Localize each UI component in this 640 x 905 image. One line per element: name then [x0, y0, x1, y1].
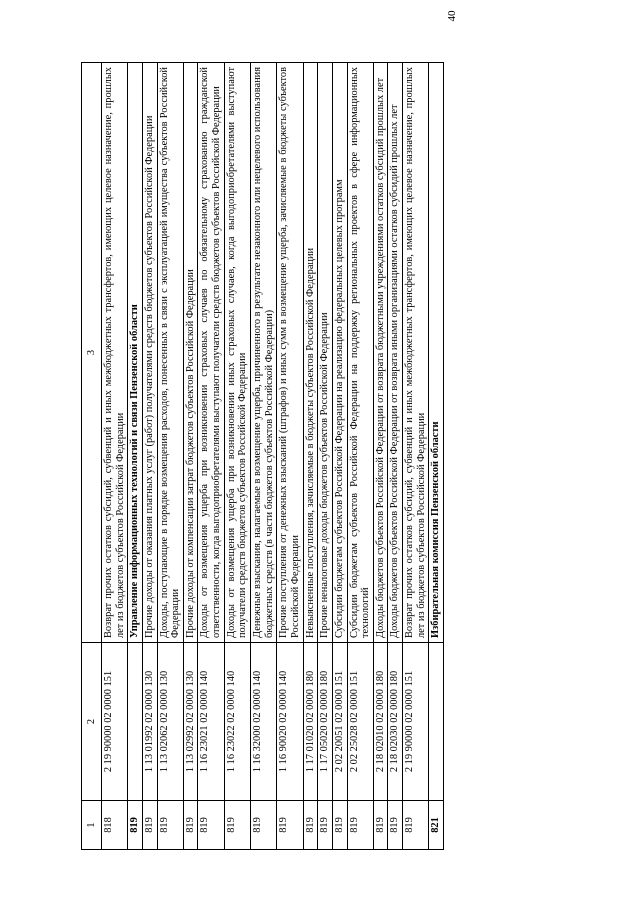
admin-code-cell: 819	[388, 801, 403, 850]
table-row	[224, 63, 250, 850]
admin-code-cell: 819	[157, 801, 183, 850]
admin-code-cell: 819	[198, 801, 224, 850]
admin-code-cell: 819	[403, 801, 429, 850]
budget-code-cell: 2 19 90000 02 0000 151	[102, 643, 128, 801]
table-row	[128, 63, 143, 850]
admin-code-cell: 819	[318, 801, 333, 850]
description-cell: Невыясненные поступления, зачисляемые в бюджеты субъектов Российской Федерации	[303, 63, 318, 643]
description-cell: Доходы от возмещения ущерба при возникновении страховых случаев по обязательному страхованию гражданской ответственности, когда выгодоприобретателями выступают получатели средств бюджетов субъектов Российской Федерации	[198, 63, 224, 643]
description-cell: Прочие доходы от оказания платных услуг (работ) получателями средств бюджетов субъектов Российской Федерации	[142, 63, 157, 643]
table-row	[303, 63, 318, 850]
table-row	[388, 63, 403, 850]
budget-code-cell: 1 16 90020 02 0000 140	[277, 643, 303, 801]
table-row	[403, 63, 429, 850]
budget-code-cell: 1 13 01992 02 0000 130	[142, 643, 157, 801]
admin-code-cell: 819	[142, 801, 157, 850]
budget-code-cell	[429, 643, 444, 801]
description-cell: Денежные взыскания, налагаемые в возмещение ущерба, причиненного в результате незаконного или нецелевого использования бюджетных средств (в части бюджетов субъектов Российской Федерации)	[251, 63, 277, 643]
table-row	[157, 63, 183, 850]
description-cell: Управление информационных технологий и связи Пензенской области	[128, 63, 143, 643]
budget-code-cell: 1 16 23021 02 0000 140	[198, 643, 224, 801]
description-cell: Избирательная комиссия Пензенской области	[429, 63, 444, 643]
description-cell: Субсидии бюджетам субъектов Российской Федерации на поддержку региональных проектов в сфере информационных технологий	[347, 63, 373, 643]
budget-code-cell: 1 16 23022 02 0000 140	[224, 643, 250, 801]
description-cell: Субсидии бюджетам субъектов Российской Федерации на реализацию федеральных целевых программ	[332, 63, 347, 643]
budget-code-cell	[128, 643, 143, 801]
table-row	[251, 63, 277, 850]
column-number-1: 1	[82, 801, 102, 850]
budget-code-cell: 1 13 02992 02 0000 130	[183, 643, 198, 801]
budget-code-cell: 2 19 90000 02 0000 151	[403, 643, 429, 801]
description-cell: Прочие доходы от компенсации затрат бюджетов субъектов Российской Федерации	[183, 63, 198, 643]
description-cell: Прочие поступления от денежных взысканий (штрафов) и иных сумм в возмещение ущерба, зачисляемые в бюджеты субъектов Российской Федерации	[277, 63, 303, 643]
admin-code-cell: 819	[128, 801, 143, 850]
admin-code-cell: 819	[303, 801, 318, 850]
table-row	[183, 63, 198, 850]
description-cell: Возврат прочих остатков субсидий, субвенций и иных межбюджетных трансфертов, имеющих целевое назначение, прошлых лет из бюджетов субъектов Российской Федерации	[403, 63, 429, 643]
table-row	[277, 63, 303, 850]
description-cell: Доходы от возмещения ущерба при возникновении иных страховых случаев, когда выгодоприобретателями выступают получатели средств бюджетов субъектов Российской Федерации	[224, 63, 250, 643]
table-body	[102, 63, 444, 850]
budget-code-cell: 1 17 05020 02 0000 180	[318, 643, 333, 801]
table-row	[142, 63, 157, 850]
admin-code-cell: 819	[183, 801, 198, 850]
description-cell: Возврат прочих остатков субсидий, субвенций и иных межбюджетных трансфертов, имеющих целевое назначение, прошлых лет из бюджетов субъектов Российской Федерации	[102, 63, 128, 643]
budget-code-cell: 2 02 20051 02 0000 151	[332, 643, 347, 801]
admin-code-cell: 819	[277, 801, 303, 850]
page-number: 40	[446, 10, 458, 22]
budget-code-cell: 1 13 02062 02 0000 130	[157, 643, 183, 801]
table-row	[373, 63, 388, 850]
budget-code-cell: 2 18 02030 02 0000 180	[388, 643, 403, 801]
description-cell: Прочие неналоговые доходы бюджетов субъектов Российской Федерации	[318, 63, 333, 643]
budget-code-cell: 1 16 32000 02 0000 140	[251, 643, 277, 801]
budget-code-cell: 2 18 02010 02 0000 180	[373, 643, 388, 801]
table-row	[347, 63, 373, 850]
admin-code-cell: 819	[347, 801, 373, 850]
admin-code-cell: 819	[373, 801, 388, 850]
rotated-page	[81, 63, 571, 850]
column-number-2: 2	[82, 643, 102, 801]
revenue-codes-table	[81, 62, 444, 850]
description-cell: Доходы, поступающие в порядке возмещения расходов, понесенных в связи с эксплуатацией имущества субъектов Российской Федерации	[157, 63, 183, 643]
column-number-row	[82, 63, 102, 850]
table-row	[332, 63, 347, 850]
table-row	[198, 63, 224, 850]
admin-code-cell: 821	[429, 801, 444, 850]
admin-code-cell: 819	[224, 801, 250, 850]
budget-code-cell: 1 17 01020 02 0000 180	[303, 643, 318, 801]
admin-code-cell: 819	[251, 801, 277, 850]
budget-code-cell: 2 02 25028 02 0000 151	[347, 643, 373, 801]
description-cell: Доходы бюджетов субъектов Российской Федерации от возврата иными организациями остатков субсидий прошлых лет	[388, 63, 403, 643]
admin-code-cell: 819	[332, 801, 347, 850]
table-row	[318, 63, 333, 850]
table-row	[429, 63, 444, 850]
column-number-3: 3	[82, 63, 102, 643]
admin-code-cell: 818	[102, 801, 128, 850]
table-row	[102, 63, 128, 850]
description-cell: Доходы бюджетов субъектов Российской Федерации от возврата бюджетными учреждениями остатков субсидий прошлых лет	[373, 63, 388, 643]
